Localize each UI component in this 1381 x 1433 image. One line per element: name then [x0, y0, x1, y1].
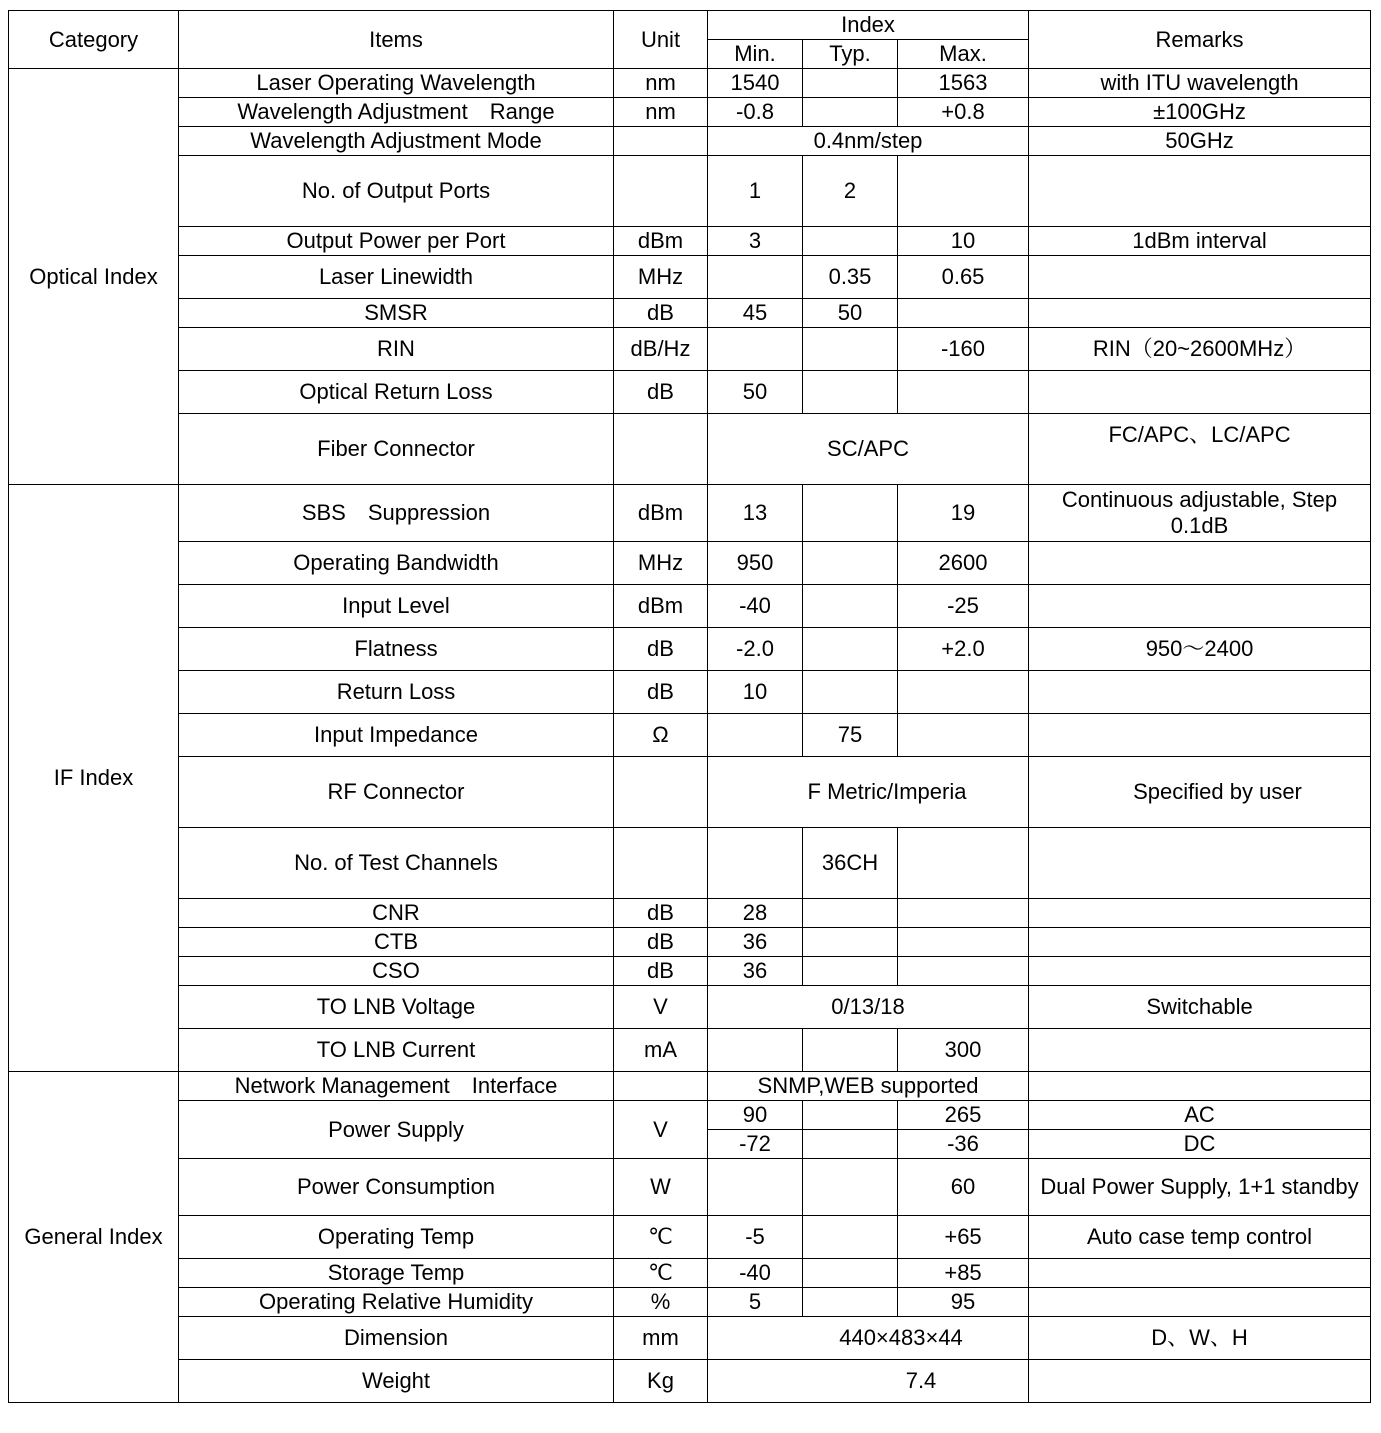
max-cell: 0.65 — [898, 256, 1029, 299]
remarks-cell: AC — [1029, 1101, 1371, 1130]
remarks-cell — [1029, 899, 1371, 928]
unit-cell — [614, 414, 708, 485]
item-cell: SBS Suppression — [179, 485, 614, 542]
index-value-cell: SC/APC — [708, 414, 1029, 485]
min-cell: 1 — [708, 156, 803, 227]
unit-cell: V — [614, 986, 708, 1029]
item-cell: Output Power per Port — [179, 227, 614, 256]
header-unit: Unit — [614, 11, 708, 69]
table-row — [9, 828, 1371, 899]
table-row — [9, 485, 1371, 542]
item-cell: CNR — [179, 899, 614, 928]
typ-cell — [803, 371, 898, 414]
item-cell: Network Management Interface — [179, 1072, 614, 1101]
header-index: Index — [708, 11, 1029, 40]
unit-cell: mA — [614, 1029, 708, 1072]
table-row — [9, 986, 1371, 1029]
typ-cell — [803, 628, 898, 671]
remarks-cell — [1029, 671, 1371, 714]
category-general: General Index — [9, 1072, 179, 1403]
unit-cell: % — [614, 1288, 708, 1317]
item-cell: Operating Bandwidth — [179, 542, 614, 585]
unit-cell: nm — [614, 69, 708, 98]
unit-cell: W — [614, 1159, 708, 1216]
remarks-cell: RIN（20~2600MHz） — [1029, 328, 1371, 371]
table-row — [9, 328, 1371, 371]
table-row — [9, 1101, 1371, 1130]
max-cell — [898, 828, 1029, 899]
table-row — [9, 1029, 1371, 1072]
table-row — [9, 899, 1371, 928]
remarks-cell: with ITU wavelength — [1029, 69, 1371, 98]
max-cell: 1563 — [898, 69, 1029, 98]
item-cell: CSO — [179, 957, 614, 986]
typ-cell — [803, 328, 898, 371]
typ-cell — [803, 899, 898, 928]
remarks-cell: Switchable — [1029, 986, 1371, 1029]
max-cell: 95 — [898, 1288, 1029, 1317]
typ-cell: 50 — [803, 299, 898, 328]
remarks-cell — [1029, 585, 1371, 628]
remarks-cell — [1029, 299, 1371, 328]
remarks-cell — [1029, 256, 1371, 299]
min-cell: 5 — [708, 1288, 803, 1317]
max-cell — [898, 371, 1029, 414]
category-optical: Optical Index — [9, 69, 179, 485]
typ-cell: 36CH — [803, 828, 898, 899]
unit-cell: dB — [614, 957, 708, 986]
remarks-cell — [1029, 1072, 1371, 1101]
remarks-cell — [1029, 828, 1371, 899]
remarks-cell: FC/APC、LC/APC — [1029, 414, 1371, 485]
typ-cell — [803, 1216, 898, 1259]
min-cell — [708, 328, 803, 371]
item-cell: Optical Return Loss — [179, 371, 614, 414]
max-cell: 2600 — [898, 542, 1029, 585]
remarks-cell: 950～2400 — [1029, 628, 1371, 671]
typ-cell — [803, 542, 898, 585]
item-cell: Return Loss — [179, 671, 614, 714]
spec-table — [8, 10, 1371, 1403]
remarks-cell: D、W、H — [1029, 1317, 1371, 1360]
min-cell: 50 — [708, 371, 803, 414]
min-cell: -72 — [708, 1130, 803, 1159]
unit-cell: ℃ — [614, 1216, 708, 1259]
remarks-cell — [1029, 1259, 1371, 1288]
max-cell: 19 — [898, 485, 1029, 542]
min-cell: 45 — [708, 299, 803, 328]
min-cell: 28 — [708, 899, 803, 928]
unit-cell: Kg — [614, 1360, 708, 1403]
unit-cell: dB — [614, 899, 708, 928]
unit-cell — [614, 828, 708, 899]
table-row — [9, 299, 1371, 328]
header-remarks: Remarks — [1029, 11, 1371, 69]
typ-cell: 2 — [803, 156, 898, 227]
table-row — [9, 957, 1371, 986]
typ-cell — [803, 1288, 898, 1317]
item-cell: No. of Output Ports — [179, 156, 614, 227]
item-cell: No. of Test Channels — [179, 828, 614, 899]
min-cell: 36 — [708, 957, 803, 986]
remarks-cell — [1029, 928, 1371, 957]
min-cell: 3 — [708, 227, 803, 256]
item-cell: RF Connector — [179, 757, 614, 828]
unit-cell: dB — [614, 928, 708, 957]
min-cell: -2.0 — [708, 628, 803, 671]
unit-cell: dB/Hz — [614, 328, 708, 371]
max-cell: -160 — [898, 328, 1029, 371]
max-cell — [898, 957, 1029, 986]
header-typ: Typ. — [803, 40, 898, 69]
unit-cell: dB — [614, 671, 708, 714]
item-cell: Dimension — [179, 1317, 614, 1360]
typ-cell — [803, 1029, 898, 1072]
remarks-cell: Continuous adjustable, Step 0.1dB — [1029, 485, 1371, 542]
table-row — [9, 371, 1371, 414]
typ-cell — [803, 227, 898, 256]
remarks-cell: 1dBm interval — [1029, 227, 1371, 256]
table-row — [9, 1288, 1371, 1317]
max-cell: -25 — [898, 585, 1029, 628]
typ-cell — [803, 957, 898, 986]
min-cell: 90 — [708, 1101, 803, 1130]
table-row — [9, 542, 1371, 585]
item-cell: Storage Temp — [179, 1259, 614, 1288]
table-row — [9, 585, 1371, 628]
max-cell — [898, 714, 1029, 757]
table-row — [9, 1360, 1371, 1403]
min-cell — [708, 1029, 803, 1072]
max-cell: +0.8 — [898, 98, 1029, 127]
index-value-cell: SNMP,WEB supported — [708, 1072, 1029, 1101]
min-cell: 36 — [708, 928, 803, 957]
index-value-cell: 440×483×44 — [708, 1317, 1029, 1360]
max-cell: -36 — [898, 1130, 1029, 1159]
item-cell: SMSR — [179, 299, 614, 328]
unit-cell: dBm — [614, 227, 708, 256]
unit-cell — [614, 156, 708, 227]
item-cell: Input Impedance — [179, 714, 614, 757]
item-cell: Weight — [179, 1360, 614, 1403]
max-cell: +85 — [898, 1259, 1029, 1288]
unit-cell: MHz — [614, 256, 708, 299]
min-cell: -40 — [708, 1259, 803, 1288]
typ-cell — [803, 69, 898, 98]
remarks-cell: ±100GHz — [1029, 98, 1371, 127]
remarks-cell — [1029, 714, 1371, 757]
header-max: Max. — [898, 40, 1029, 69]
max-cell — [898, 928, 1029, 957]
unit-cell: dBm — [614, 585, 708, 628]
unit-cell: Ω — [614, 714, 708, 757]
min-cell — [708, 1159, 803, 1216]
max-cell: 10 — [898, 227, 1029, 256]
min-cell: -40 — [708, 585, 803, 628]
item-cell: Fiber Connector — [179, 414, 614, 485]
min-cell: 1540 — [708, 69, 803, 98]
index-value-cell: 7.4 — [708, 1360, 1029, 1403]
max-cell — [898, 899, 1029, 928]
typ-cell — [803, 585, 898, 628]
item-cell: TO LNB Current — [179, 1029, 614, 1072]
min-cell: 10 — [708, 671, 803, 714]
item-cell: TO LNB Voltage — [179, 986, 614, 1029]
max-cell: 60 — [898, 1159, 1029, 1216]
header-min: Min. — [708, 40, 803, 69]
header-items: Items — [179, 11, 614, 69]
header-category: Category — [9, 11, 179, 69]
unit-cell: dB — [614, 299, 708, 328]
table-row — [9, 98, 1371, 127]
table-row — [9, 1216, 1371, 1259]
min-cell: 13 — [708, 485, 803, 542]
min-cell — [708, 256, 803, 299]
header-row — [9, 11, 1371, 40]
typ-cell: 0.35 — [803, 256, 898, 299]
item-cell: Input Level — [179, 585, 614, 628]
index-value-cell: 0/13/18 — [708, 986, 1029, 1029]
typ-cell — [803, 1101, 898, 1130]
item-cell: Wavelength Adjustment Mode — [179, 127, 614, 156]
category-if: IF Index — [9, 485, 179, 1072]
table-row — [9, 414, 1371, 485]
max-cell — [898, 671, 1029, 714]
table-row — [9, 1159, 1371, 1216]
unit-cell — [614, 1072, 708, 1101]
item-cell: RIN — [179, 328, 614, 371]
typ-cell — [803, 485, 898, 542]
table-row — [9, 127, 1371, 156]
unit-cell: V — [614, 1101, 708, 1159]
remarks-cell: DC — [1029, 1130, 1371, 1159]
table-row — [9, 256, 1371, 299]
remarks-cell: 50GHz — [1029, 127, 1371, 156]
remarks-cell — [1029, 156, 1371, 227]
remarks-cell — [1029, 1029, 1371, 1072]
index-value-cell: F Metric/Imperia — [708, 757, 1029, 828]
remarks-cell — [1029, 1360, 1371, 1403]
table-row — [9, 714, 1371, 757]
unit-cell: dB — [614, 628, 708, 671]
remarks-cell — [1029, 542, 1371, 585]
table-row — [9, 757, 1371, 828]
typ-cell — [803, 928, 898, 957]
typ-cell — [803, 98, 898, 127]
table-row — [9, 628, 1371, 671]
item-cell: CTB — [179, 928, 614, 957]
typ-cell — [803, 671, 898, 714]
unit-cell — [614, 757, 708, 828]
item-cell: Laser Operating Wavelength — [179, 69, 614, 98]
item-cell: Power Supply — [179, 1101, 614, 1159]
item-cell: Power Consumption — [179, 1159, 614, 1216]
table-row — [9, 156, 1371, 227]
unit-cell: nm — [614, 98, 708, 127]
remarks-cell — [1029, 371, 1371, 414]
unit-cell: MHz — [614, 542, 708, 585]
min-cell — [708, 714, 803, 757]
max-cell: +65 — [898, 1216, 1029, 1259]
item-cell: Flatness — [179, 628, 614, 671]
unit-cell — [614, 127, 708, 156]
typ-cell — [803, 1159, 898, 1216]
table-row — [9, 928, 1371, 957]
remarks-cell — [1029, 957, 1371, 986]
unit-cell: dB — [614, 371, 708, 414]
max-cell: +2.0 — [898, 628, 1029, 671]
table-row — [9, 1317, 1371, 1360]
item-cell: Laser Linewidth — [179, 256, 614, 299]
unit-cell: dBm — [614, 485, 708, 542]
typ-cell: 75 — [803, 714, 898, 757]
min-cell — [708, 828, 803, 899]
typ-cell — [803, 1259, 898, 1288]
table-row — [9, 227, 1371, 256]
remarks-cell — [1029, 1288, 1371, 1317]
min-cell: -5 — [708, 1216, 803, 1259]
remarks-cell: Auto case temp control — [1029, 1216, 1371, 1259]
min-cell: 950 — [708, 542, 803, 585]
unit-cell: mm — [614, 1317, 708, 1360]
table-row — [9, 69, 1371, 98]
remarks-cell: Dual Power Supply, 1+1 standby — [1029, 1159, 1371, 1216]
unit-cell: ℃ — [614, 1259, 708, 1288]
max-cell — [898, 156, 1029, 227]
max-cell — [898, 299, 1029, 328]
index-value-cell: 0.4nm/step — [708, 127, 1029, 156]
max-cell: 265 — [898, 1101, 1029, 1130]
typ-cell — [803, 1130, 898, 1159]
item-cell: Operating Relative Humidity — [179, 1288, 614, 1317]
table-row — [9, 671, 1371, 714]
item-cell: Wavelength Adjustment Range — [179, 98, 614, 127]
table-row — [9, 1259, 1371, 1288]
remarks-cell: Specified by user — [1029, 757, 1371, 828]
table-row — [9, 1072, 1371, 1101]
max-cell: 300 — [898, 1029, 1029, 1072]
item-cell: Operating Temp — [179, 1216, 614, 1259]
min-cell: -0.8 — [708, 98, 803, 127]
